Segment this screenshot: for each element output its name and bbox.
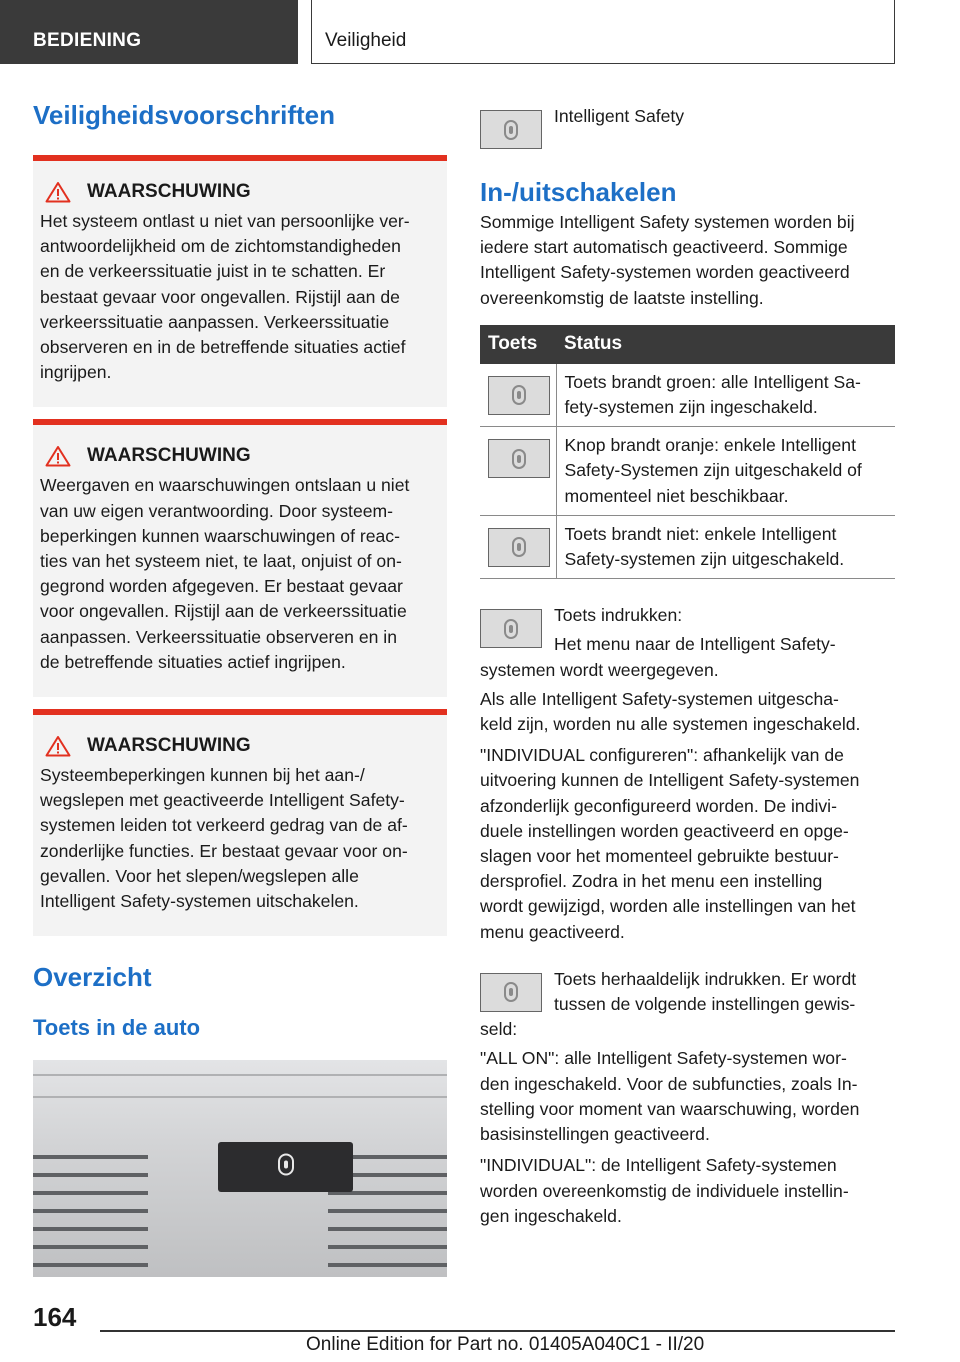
press-block xyxy=(480,603,895,657)
warning-triangle-icon xyxy=(45,181,71,203)
overview-title: Overzicht xyxy=(33,962,152,993)
warning-title xyxy=(45,735,439,757)
para-line: Sommige Intelligent Safety systemen worden bij xyxy=(480,212,855,232)
warning-line: ties van het systeem niet, te laat, onjuist of on- xyxy=(40,551,402,572)
para-line: Als alle Intelligent Safety-systemen uitgescha- xyxy=(480,688,839,709)
warning-line: verkeerssituatie aanpassen. Verkeerssituatie xyxy=(40,311,390,332)
warning-line: voor ongevallen. Rijstijl aan de verkeerssituatie xyxy=(40,601,407,622)
para-line: duele instellingen worden geactiveerd en opge- xyxy=(480,820,849,841)
warning-line: gevallen. Voor het slepen/wegslepen alle xyxy=(40,865,359,886)
warning-label: WAARSCHUWING xyxy=(87,735,251,757)
warning-label: WAARSCHUWING xyxy=(87,181,251,202)
warning-title xyxy=(45,181,439,203)
para-line: overeenkomstig de laatste instelling. xyxy=(480,287,764,308)
table-row xyxy=(480,364,895,427)
header-chapter: Veiligheid xyxy=(325,30,407,51)
warning-label: WAARSCHUWING xyxy=(87,445,251,467)
warning-line: en de verkeerssituatie juist in te schatten. Er xyxy=(40,261,386,282)
header-section-tab xyxy=(0,0,298,64)
left-column xyxy=(33,100,447,1041)
repeat-press-block xyxy=(480,967,895,1017)
para-line: "INDIVIDUAL configureren": afhankelijk van de xyxy=(480,745,844,766)
all-off-paragraph xyxy=(480,687,895,737)
warning-line: systemen leiden tot verkeerd gedrag van de af- xyxy=(40,815,408,836)
para-line: uitvoering kunnen de Intelligent Safety-systemen xyxy=(480,770,860,791)
warning-line: Weergaven en waarschuwingen ontslaan u niet xyxy=(40,475,410,496)
cell-line: Safety-Systemen zijn uitgeschakeld of xyxy=(564,460,862,481)
intelligent-safety-key-icon xyxy=(488,376,550,415)
repeat-line: seld: xyxy=(480,1019,518,1040)
section-intro xyxy=(480,210,895,311)
status-table xyxy=(480,325,895,579)
para-line: basisinstellingen geactiveerd. xyxy=(480,1124,710,1145)
individual-config-paragraph xyxy=(480,743,895,945)
intelligent-safety-icon xyxy=(277,1153,295,1177)
right-column xyxy=(480,100,895,1229)
intelligent-safety-key-icon xyxy=(480,973,542,1012)
subsection-title: Toets in de auto xyxy=(33,1015,201,1041)
table-row xyxy=(480,427,895,516)
individual-paragraph xyxy=(480,1153,895,1229)
warning-line: Systeembeperkingen kunnen bij het aan-/ xyxy=(40,765,365,786)
car-button-photo xyxy=(33,1060,447,1277)
intelligent-safety-key-icon xyxy=(488,439,550,478)
intro-icon-label: Intelligent Safety xyxy=(554,106,685,126)
intelligent-safety-key-icon xyxy=(480,110,542,149)
warning-line: Intelligent Safety-systemen uitschakelen. xyxy=(40,891,359,912)
para-line: wordt gewijzigd, worden alle instellingen van het xyxy=(480,896,856,917)
table-icon-cell xyxy=(480,515,556,578)
warning-line: van uw eigen verantwoording. Door systeem- xyxy=(40,500,394,521)
table-header-row xyxy=(480,325,895,364)
warning-box-2 xyxy=(33,419,447,697)
press-line: Het menu naar de Intelligent Safety- xyxy=(554,634,836,655)
table-icon-cell xyxy=(480,364,556,427)
page-title: Veiligheidsvoorschriften xyxy=(33,100,335,130)
para-line: "ALL ON": alle Intelligent Safety-systemen wor- xyxy=(480,1048,847,1069)
para-line: "INDIVIDUAL": de Intelligent Safety-systemen xyxy=(480,1155,837,1176)
warning-line: gegrond worden afgegeven. Er bestaat gevaar xyxy=(40,576,403,597)
para-line: keld zijn, worden nu alle systemen ingeschakeld. xyxy=(480,714,861,735)
press-line: systemen wordt weergegeven. xyxy=(480,659,719,680)
warning-line: de betreffende situaties actief ingrijpen. xyxy=(40,651,346,672)
cell-line: Toets brandt niet: enkele Intelligent xyxy=(564,523,837,544)
table-status-cell xyxy=(556,364,895,427)
intelligent-safety-button xyxy=(218,1142,353,1192)
table-row xyxy=(480,515,895,578)
page-number: 164 xyxy=(33,1302,77,1332)
intro-icon-row xyxy=(480,100,895,149)
para-line: stelling voor moment van waarschuwing, worden xyxy=(480,1098,860,1119)
section-title: In-/uitschakelen xyxy=(480,177,677,207)
repeat-line: tussen de volgende instellingen gewis- xyxy=(554,994,856,1015)
warning-line: beperkingen kunnen waarschuwingen of reac- xyxy=(40,525,400,546)
header-section: BEDIENING xyxy=(33,30,142,51)
warning-line: antwoordelijkheid om de zichtomstandigheden xyxy=(40,236,401,257)
air-vent-left xyxy=(33,1155,148,1277)
footer-edition: Online Edition for Part no. 01405A040C1 - II/20 xyxy=(306,1334,705,1355)
intelligent-safety-key-icon xyxy=(480,609,542,648)
press-title: Toets indrukken: xyxy=(554,605,683,626)
table-status-cell xyxy=(556,427,895,516)
para-line: Intelligent Safety-systemen worden geactiveerd xyxy=(480,262,850,283)
cell-line: Safety-systemen zijn uitgeschakeld. xyxy=(564,549,845,570)
warning-line: Het systeem ontlast u niet van persoonlijke ver- xyxy=(40,211,410,231)
warning-triangle-icon xyxy=(45,735,71,757)
warning-triangle-icon xyxy=(45,445,71,467)
warning-box-3 xyxy=(33,709,447,936)
warning-box-1 xyxy=(33,155,447,407)
para-line: iedere start automatisch geactiveerd. Sommige xyxy=(480,237,848,258)
warning-text xyxy=(40,763,439,914)
warning-line: bestaat gevaar voor ongevallen. Rijstijl aan de xyxy=(40,286,400,307)
para-line: worden overeenkomstig de individuele instellin- xyxy=(480,1180,849,1201)
warning-text xyxy=(40,209,439,385)
cell-line: Knop brandt oranje: enkele Intelligent xyxy=(564,435,856,456)
all-on-paragraph xyxy=(480,1046,895,1147)
warning-title xyxy=(45,445,439,467)
cell-line: Toets brandt groen: alle Intelligent Sa- xyxy=(564,371,861,392)
table-header-status: Status xyxy=(556,325,895,364)
warning-line: ingrijpen. xyxy=(40,362,112,383)
table-header-key: Toets xyxy=(480,325,556,364)
intelligent-safety-key-icon xyxy=(488,528,550,567)
warning-line: aanpassen. Verkeerssituatie observeren en in xyxy=(40,626,397,647)
para-line: afzonderlijk geconfigureerd worden. De indivi- xyxy=(480,795,837,816)
para-line: den ingeschakeld. Voor de subfuncties, zoals In- xyxy=(480,1073,858,1094)
table-icon-cell xyxy=(480,427,556,516)
para-line: gen ingeschakeld. xyxy=(480,1205,622,1226)
warning-line: observeren en in de betreffende situaties actief xyxy=(40,337,406,358)
warning-line: wegslepen met geactiveerde Intelligent Safety- xyxy=(40,790,405,811)
header-chapter-tab xyxy=(311,0,895,64)
cell-line: momenteel niet beschikbaar. xyxy=(564,485,789,506)
cell-line: fety-systemen zijn ingeschakeld. xyxy=(564,397,818,418)
table-status-cell xyxy=(556,515,895,578)
para-line: menu geactiveerd. xyxy=(480,921,625,942)
repeat-line: Toets herhaaldelijk indrukken. Er wordt xyxy=(554,968,857,989)
warning-line: zonderlijke functies. Er bestaat gevaar voor on- xyxy=(40,840,408,861)
warning-text xyxy=(40,473,439,675)
para-line: dersprofiel. Zodra in het menu een instelling xyxy=(480,871,823,892)
para-line: slagen voor het momenteel gebruikte bestuur- xyxy=(480,846,839,867)
footer-divider xyxy=(100,1330,895,1332)
